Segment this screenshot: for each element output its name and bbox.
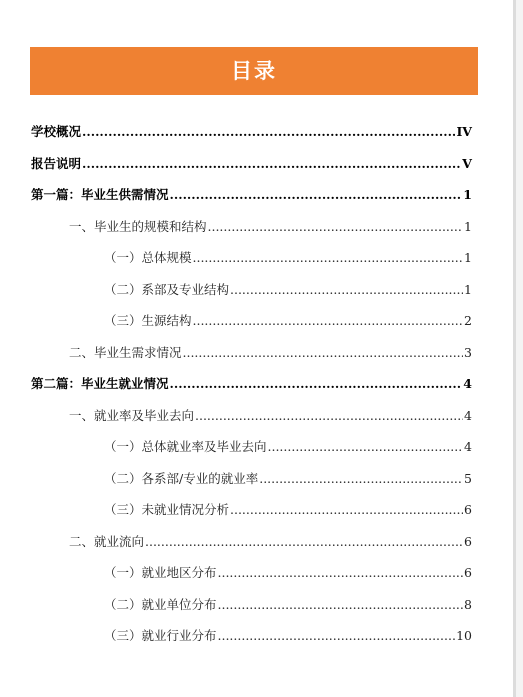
toc-entry-page-number: 1 — [463, 187, 472, 202]
toc-dot-leader — [82, 122, 455, 142]
toc-entry[interactable] — [104, 280, 472, 300]
toc-dot-leader — [82, 154, 461, 174]
toc-entry[interactable] — [69, 217, 472, 237]
toc-entry-label: 一、就业率及毕业去向 — [69, 407, 195, 423]
toc-entry[interactable] — [31, 122, 472, 142]
toc-entry-label: （一）就业地区分布 — [104, 565, 217, 580]
toc-dot-leader — [230, 500, 463, 520]
toc-entry-label: （三）生源结构 — [104, 313, 192, 328]
toc-entry-page-number: 6 — [464, 565, 472, 580]
toc-entry-label: （一）总体规模 — [104, 250, 192, 265]
toc-entry-page-number: 4 — [463, 376, 472, 391]
toc-entry-page-number: V — [462, 155, 472, 171]
toc-entry-label: 一、毕业生的规模和结构 — [69, 218, 207, 234]
toc-dot-leader — [145, 532, 463, 552]
toc-entry-page-number: 10 — [456, 628, 472, 643]
toc-entry-label: （三）未就业情况分析 — [104, 502, 230, 517]
toc-dot-leader — [208, 217, 464, 237]
toc-entry-label: （二）各系部/专业的就业率 — [104, 470, 259, 486]
toc-dot-leader — [170, 185, 463, 205]
toc-dot-leader — [218, 563, 464, 583]
toc-entry-label: 第二篇：毕业生就业情况 — [31, 376, 169, 391]
toc-entry[interactable] — [104, 595, 472, 615]
toc-dot-leader — [193, 311, 464, 331]
toc-dot-leader — [193, 248, 464, 268]
toc-entry[interactable] — [31, 154, 472, 174]
toc-dot-leader — [268, 437, 464, 457]
toc-entry-page-number: 1 — [464, 218, 472, 234]
toc-entry[interactable] — [69, 343, 472, 363]
toc-entry-page-number: 6 — [464, 533, 472, 549]
toc-entry-page-number: 2 — [464, 313, 472, 328]
toc-entry[interactable] — [104, 248, 472, 268]
toc-entry-label: 二、就业流向 — [69, 533, 145, 549]
toc-entry[interactable] — [104, 311, 472, 331]
toc-entry-page-number: 6 — [464, 502, 472, 517]
toc-entry-page-number: 8 — [464, 596, 472, 612]
toc-entry-page-number: 4 — [464, 439, 472, 454]
toc-entry[interactable] — [69, 532, 472, 552]
toc-entry-page-number: IV — [456, 124, 472, 139]
toc-entry[interactable] — [104, 437, 472, 457]
toc-entry-label: 学校概况 — [31, 124, 82, 139]
toc-title-banner: 目录 — [30, 47, 478, 95]
toc-entry-label: （二）就业单位分布 — [104, 596, 217, 612]
toc-entry-page-number: 5 — [464, 470, 472, 486]
toc-dot-leader — [195, 406, 463, 426]
toc-entry-page-number: 4 — [464, 407, 472, 423]
toc-dot-leader — [170, 374, 463, 394]
toc-entry-label: 报告说明 — [31, 155, 82, 171]
toc-entry-label: （三）就业行业分布 — [104, 628, 217, 643]
toc-entry[interactable] — [31, 185, 472, 205]
toc-entry[interactable] — [31, 374, 472, 394]
toc-entry-label: 二、毕业生需求情况 — [69, 344, 182, 360]
page-edge-divider — [513, 0, 516, 697]
toc-entry-page-number: 1 — [464, 281, 472, 297]
toc-entry-page-number: 3 — [464, 344, 472, 360]
toc-entry[interactable] — [104, 626, 472, 646]
toc-entry-label: （二）系部及专业结构 — [104, 281, 230, 297]
toc-dot-leader — [218, 595, 464, 615]
toc-dot-leader — [183, 343, 464, 363]
toc-entry-page-number: 1 — [464, 250, 472, 265]
toc-entry[interactable] — [104, 500, 472, 520]
toc-dot-leader — [259, 469, 463, 489]
toc-entry[interactable] — [104, 563, 472, 583]
toc-dot-leader — [218, 626, 456, 646]
toc-entry-label: 第一篇：毕业生供需情况 — [31, 187, 169, 202]
toc-dot-leader — [230, 280, 463, 300]
toc-entry[interactable] — [104, 469, 472, 489]
toc-entry-label: （一）总体就业率及毕业去向 — [104, 439, 267, 454]
toc-entry[interactable] — [69, 406, 472, 426]
